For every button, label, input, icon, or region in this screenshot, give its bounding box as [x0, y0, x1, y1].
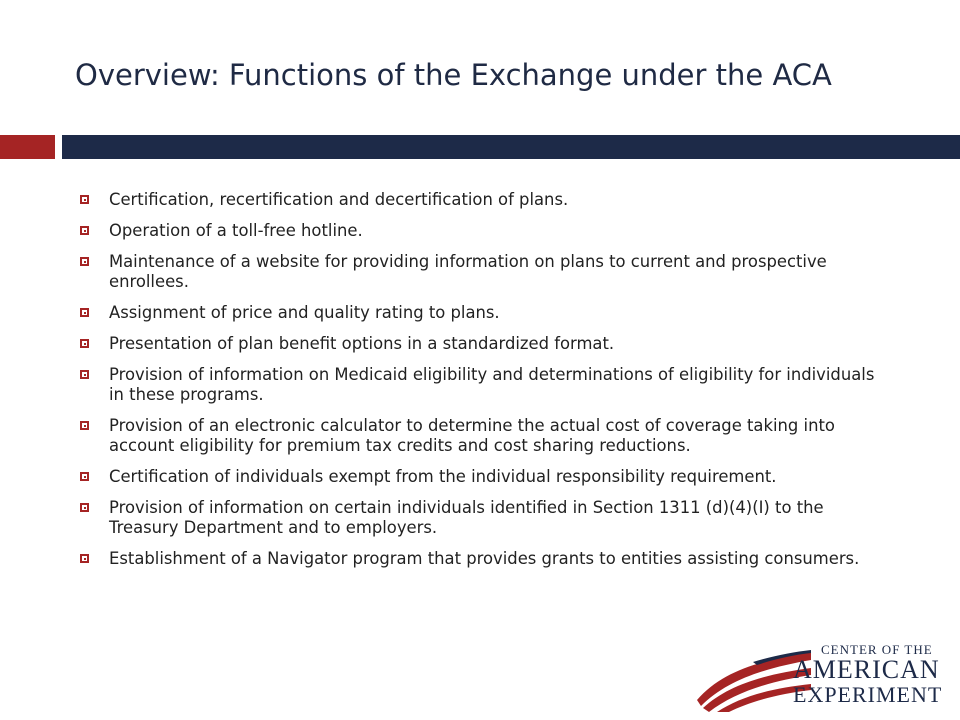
bullet-list: [80, 190, 890, 580]
logo-text-line3: EXPERIMENT: [793, 682, 943, 707]
logo-text-line2: AMERICAN: [793, 655, 940, 684]
square-bullet-icon: [80, 503, 89, 512]
header-rule-bar: [62, 135, 960, 159]
organization-logo: [693, 640, 943, 712]
bullet-text: Presentation of plan benefit options in a standardized format.: [109, 334, 615, 353]
bullet-item: [80, 549, 890, 569]
square-bullet-icon: [80, 308, 89, 317]
bullet-item: [80, 303, 890, 323]
bullet-item: [80, 252, 890, 292]
square-bullet-icon: [80, 339, 89, 348]
bullet-text: Maintenance of a website for providing information on plans to current and prospective enrollees.: [109, 252, 827, 291]
bullet-text: Certification of individuals exempt from the individual responsibility requirement.: [109, 467, 777, 486]
bullet-item: [80, 190, 890, 210]
square-bullet-icon: [80, 370, 89, 379]
bullet-text: Operation of a toll-free hotline.: [109, 221, 363, 240]
logo-text-line1: CENTER OF THE: [821, 642, 933, 657]
square-bullet-icon: [80, 421, 89, 430]
square-bullet-icon: [80, 226, 89, 235]
bullet-text: Provision of information on Medicaid eligibility and determinations of eligibility for individuals in these programs.: [109, 365, 875, 404]
square-bullet-icon: [80, 195, 89, 204]
bullet-item: [80, 365, 890, 405]
header-accent-bar: [0, 135, 55, 159]
slide-title: Overview: Functions of the Exchange under the ACA: [75, 58, 832, 92]
bullet-text: Provision of an electronic calculator to determine the actual cost of coverage taking into account eligibility for premium tax credits and cost sharing reductions.: [109, 416, 835, 455]
bullet-text: Assignment of price and quality rating to plans.: [109, 303, 500, 322]
bullet-text: Establishment of a Navigator program that provides grants to entities assisting consumers.: [109, 549, 860, 568]
bullet-text: Certification, recertification and decertification of plans.: [109, 190, 569, 209]
square-bullet-icon: [80, 554, 89, 563]
bullet-item: [80, 334, 890, 354]
bullet-item: [80, 467, 890, 487]
square-bullet-icon: [80, 472, 89, 481]
bullet-text: Provision of information on certain individuals identified in Section 1311 (d)(4)(I) to the Treasury Department and to employers.: [109, 498, 824, 537]
square-bullet-icon: [80, 257, 89, 266]
bullet-item: [80, 416, 890, 456]
bullet-item: [80, 498, 890, 538]
bullet-item: [80, 221, 890, 241]
